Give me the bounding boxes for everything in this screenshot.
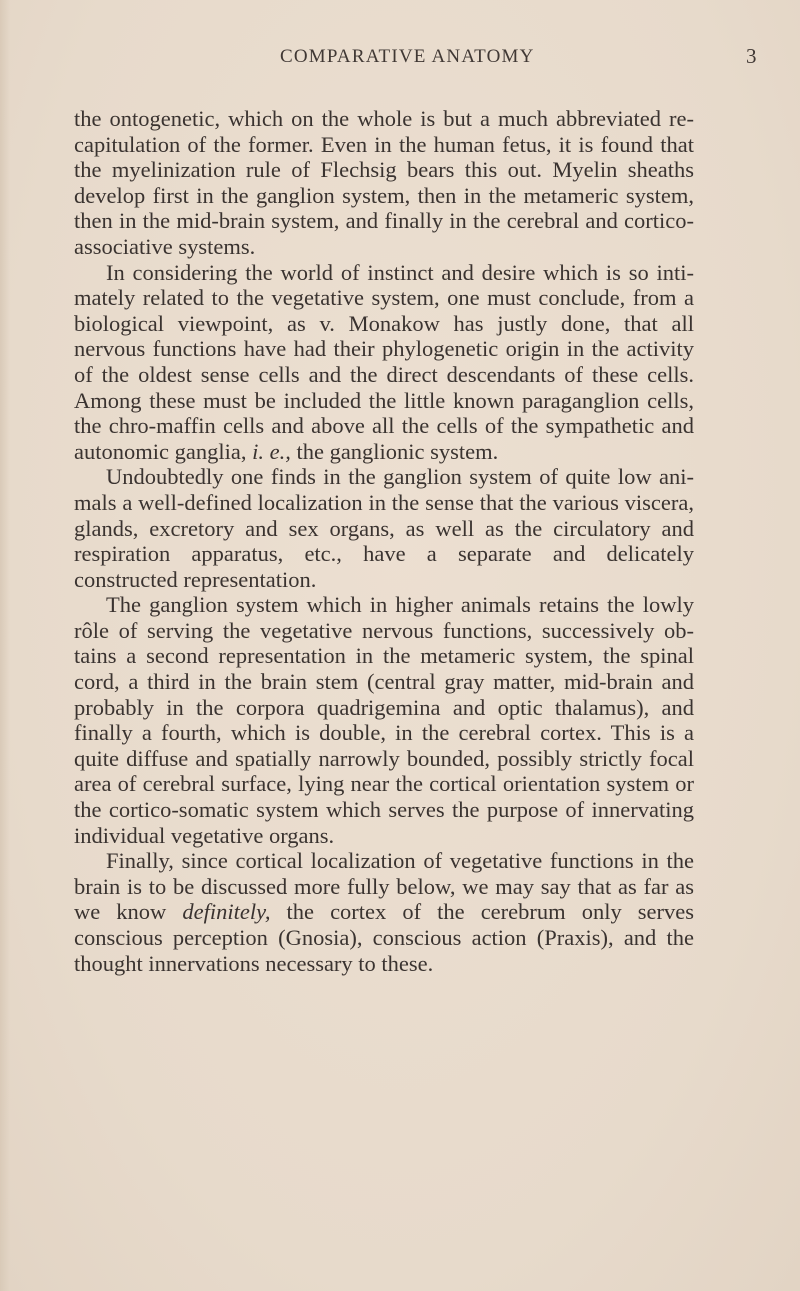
paragraph-text-tail: the cortex of the cerebrum only serves conscious perception (Gnosia), conscious action (Praxis), and the thought innervations necessary to these.: [74, 899, 694, 976]
paragraph-text: Undoubtedly one finds in the ganglion system of quite low ani-mals a well-defined localization in the sense that the various viscera, glands, excretory and sex organs, as well as the circulatory and respiration apparatus, etc., have a separate and delicately constructed representation.: [74, 464, 694, 592]
paragraph-ganglion-localization: [74, 464, 694, 592]
paragraph-ganglion-representations: [74, 592, 694, 848]
paragraph-instinct-and-desire: [74, 260, 694, 465]
paragraph-text: the ontogenetic, which on the whole is but a much abbreviated re-capitulation of the former. Even in the human fetus, it is found that the myelinization rule of Flechsig bears this out. Myelin sheaths develop first in the ganglion system, then in the metameric system, then in the mid-brain system, and finally in the cerebral and cortico-associative systems.: [74, 106, 694, 259]
running-head: [0, 46, 800, 76]
italic-abbreviation: i. e.,: [252, 438, 291, 464]
paragraph-text: The ganglion system which in higher animals retains the lowly rôle of serving the vegetative nervous functions, successively ob-tains a second representation in the metameric system, the spinal cord, a third in the brain stem (central gray matter, mid-brain and probably in the corpora quadrigemina and optic thalamus), and finally a fourth, which is double, in the cerebral cortex. This is a quite diffuse and spatially narrowly bounded, possibly strictly focal area of cerebral surface, lying near the cortical orientation system or the cortico-somatic system which serves the purpose of innervating individual vegetative organs.: [74, 592, 694, 848]
paragraph-cortical-localization: [74, 848, 694, 976]
page-number: 3: [746, 44, 757, 68]
running-title: COMPARATIVE ANATOMY: [280, 46, 535, 67]
paragraph-text: In considering the world of instinct and desire which is so inti-mately related to the vegetative system, one must conclude, from a biological viewpoint, as v. Monakow has justly done, that all nervous functions have had their phylogenetic origin in the activity of the oldest sense cells and the direct descendants of these cells. Among these must be included the little known paraganglion cells, the chro-maffin cells and above all the cells of the sympathetic and autonomic ganglia,: [74, 259, 694, 464]
paragraph-continuation: [74, 106, 694, 260]
italic-emphasis: definitely,: [182, 899, 271, 925]
body-text: [74, 106, 694, 976]
page-spine-shadow: [0, 0, 10, 1291]
paragraph-text-tail: the ganglionic system.: [290, 438, 499, 464]
paragraph-text: Finally, since cortical localization of vegetative functions in the brain is to be discussed more fully below, we may say that as far as we know: [74, 848, 694, 925]
